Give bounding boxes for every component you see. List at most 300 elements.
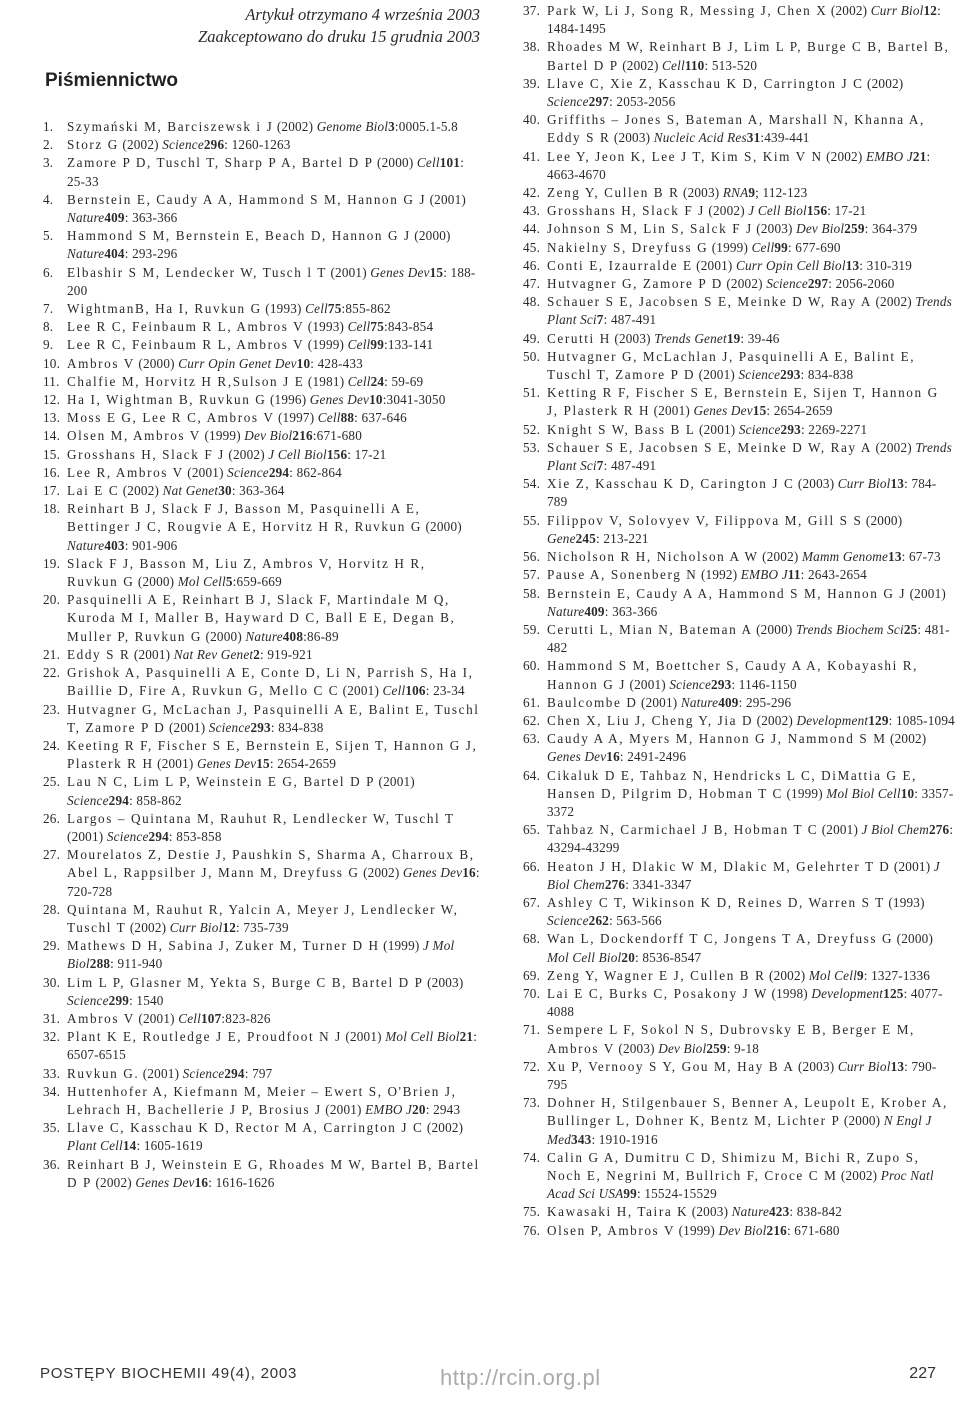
reference-year: (1998) — [771, 985, 808, 1001]
reference-pages: : 853-858 — [168, 828, 222, 844]
reference-number: 34. — [43, 1083, 61, 1099]
reference-item — [520, 202, 955, 220]
reference-item — [40, 1010, 480, 1028]
reference-authors: Ambros V — [67, 355, 135, 371]
reference-number: 73. — [523, 1095, 541, 1111]
accepted-date: Zaakceptowano do druku 15 grudnia 2003 — [198, 27, 480, 46]
reference-year: (2000) — [205, 628, 242, 644]
reference-year: (2002) — [708, 203, 745, 219]
reference-authors: Ketting R F, Fischer S E, Bernstein E, Sijen T, Hannon G J, Plasterk R H — [547, 385, 939, 419]
reference-item — [520, 184, 955, 202]
reference-pages: : 735-739 — [236, 919, 289, 935]
reference-pages: : 2654-2659 — [269, 756, 337, 772]
reference-pages: : 428-433 — [310, 355, 363, 371]
reference-authors: Griffiths – Jones S, Bateman A, Marshall N, Khanna A, Eddy S R — [547, 112, 925, 146]
reference-volume: 259 — [706, 1040, 727, 1056]
reference-pages: : 911-940 — [110, 956, 163, 972]
reference-volume: 13 — [890, 1058, 905, 1074]
reference-volume: 409 — [584, 603, 605, 619]
reference-year: (1993) — [307, 319, 345, 335]
reference-number: 28. — [43, 901, 61, 917]
reference-volume: 13 — [845, 257, 860, 273]
reference-volume: 14 — [122, 1138, 137, 1154]
reference-item — [40, 154, 480, 190]
reference-item — [520, 657, 955, 693]
reference-authors: Schauer S E, Jacobsen S E, Meinke D W, Ray A — [547, 439, 872, 455]
reference-number: 32. — [43, 1029, 61, 1045]
reference-year: (2002) — [426, 1120, 464, 1136]
reference-number: 13. — [43, 410, 61, 426]
reference-pages: : 293-296 — [124, 246, 178, 262]
reference-item — [40, 264, 480, 300]
reference-journal: Science — [67, 792, 109, 808]
reference-pages: : 720-728 — [67, 865, 480, 899]
reference-authors: Keeting R F, Fischer S E, Bernstein E, Sijen T, Hannon G J, Plasterk R H — [67, 737, 478, 772]
reference-year: (2001) — [142, 1065, 180, 1081]
reference-volume: 294 — [224, 1065, 245, 1081]
reference-item — [40, 427, 480, 445]
reference-list-left — [40, 118, 480, 1192]
reference-volume: 5 — [225, 574, 233, 590]
reference-pages: : 1085-1094 — [888, 712, 955, 728]
reference-number: 37. — [523, 3, 541, 18]
reference-item — [40, 937, 480, 973]
reference-number: 29. — [43, 938, 61, 954]
reference-item — [40, 974, 480, 1010]
reference-journal: Science — [669, 676, 712, 692]
reference-volume: 88 — [340, 410, 355, 426]
reference-journal: Genes Dev — [196, 756, 257, 772]
reference-number: 4. — [43, 191, 54, 207]
reference-authors: Slack F J, Basson M, Liu Z, Ambros V, Horvitz H R, Ruvkun G — [67, 555, 426, 590]
reference-item — [40, 446, 480, 464]
reference-year: (2002) — [867, 75, 904, 91]
reference-journal: Nature — [547, 603, 585, 619]
reference-journal: Dev Biol — [718, 1222, 767, 1238]
reference-item — [520, 930, 955, 966]
reference-authors: Sempere L F, Sokol N S, Dubrovsky E B, Berger E M, Ambros V — [547, 1022, 915, 1056]
reference-pages: :86-89 — [303, 628, 339, 644]
reference-authors: Lee R C, Feinbaum R L, Ambros V — [67, 337, 305, 353]
reference-authors: Cikaluk D E, Tahbaz N, Hendricks L C, DiMattia G E, Hansen D, Pilgrim D, Hobman T C — [547, 767, 918, 801]
reference-journal: Genes Dev — [309, 392, 370, 408]
reference-year: (2002) — [276, 119, 314, 134]
reference-pages: : 363-364 — [231, 483, 285, 499]
reference-journal: Cell — [382, 683, 406, 699]
reference-volume: 12 — [222, 919, 237, 935]
reference-volume: 75 — [327, 301, 342, 317]
reference-journal: Cell — [751, 239, 775, 255]
reference-journal: Genome Biol — [316, 119, 389, 134]
reference-journal: Science — [227, 464, 269, 480]
reference-authors: Lai E C, Burks C, Posakony J W — [547, 985, 769, 1001]
reference-pages: : 15524-15529 — [636, 1186, 717, 1202]
reference-year: (1999) — [204, 428, 241, 444]
reference-volume: 293 — [250, 719, 271, 735]
reference-authors: Hutvagner G, McLachlan J, Pasquinelli A E, Balint E, Tuschl T, Zamore P D — [547, 348, 916, 383]
reference-year: (1996) — [269, 392, 307, 408]
reference-pages: : 3341-3347 — [625, 876, 692, 892]
reference-volume: 293 — [780, 421, 801, 437]
reference-authors: Grishok A, Pasquinelli A E, Conte D, Li N, Parrish S, Ha I, Baillie D, Fire A, Ruvkun G, Mello C C — [67, 665, 474, 699]
reference-volume: 216 — [766, 1222, 787, 1238]
reference-year: (2001) — [429, 191, 466, 207]
reference-pages: : 310-319 — [859, 257, 913, 273]
reference-year: (2001) — [138, 1010, 175, 1026]
reference-number: 23. — [43, 701, 61, 717]
reference-authors: Calin G A, Dumitru C D, Shimizu M, Bichi R, Zupo S, Noch E, Negrini M, Bullrich F, Croce C M — [547, 1149, 920, 1183]
reference-journal: N Engl J Med — [547, 1113, 932, 1147]
reference-volume: 288 — [89, 956, 111, 972]
reference-journal: Science — [738, 367, 781, 383]
reference-journal: Nature — [67, 210, 105, 226]
reference-journal: Genes Dev — [370, 264, 430, 280]
reference-authors: Szymański M, Barciszewsk i J — [67, 119, 274, 134]
reference-pages: : 39-46 — [740, 330, 780, 346]
reference-authors: Schauer S E, Jacobsen S E, Meinke D W, Ray A — [547, 294, 872, 310]
reference-pages: : 4077-4088 — [547, 985, 943, 1020]
reference-journal: J Biol Chem — [547, 858, 940, 892]
reference-number: 41. — [523, 148, 541, 164]
reference-item — [40, 136, 480, 154]
reference-number: 47. — [523, 276, 541, 292]
reference-number: 26. — [43, 810, 61, 826]
reference-year: (2002) — [95, 1174, 132, 1190]
reference-item — [40, 591, 480, 646]
reference-year: (2001) — [629, 676, 666, 692]
reference-authors: Reinhart B J, Slack F J, Basson M, Pasquinelli A E, Bettinger J C, Rougvie A E, Horvitz H R, Ruvkun G — [67, 501, 422, 535]
reference-year: (2000) — [756, 621, 793, 637]
reference-volume: 25 — [903, 621, 918, 637]
reference-pages: :843-854 — [384, 319, 434, 335]
reference-item — [520, 712, 955, 730]
reference-volume: 343 — [571, 1131, 592, 1147]
reference-authors: Filippov V, Solovyev V, Filippova M, Gill S S — [547, 512, 863, 528]
reference-number: 54. — [523, 476, 541, 492]
reference-journal: Mol Cell Biol — [547, 949, 622, 965]
reference-pages: : 2943 — [425, 1101, 461, 1117]
reference-journal: Dev Biol — [796, 221, 845, 237]
reference-authors: Hutvagner G, Zamore P D — [547, 276, 723, 292]
reference-item — [40, 810, 480, 846]
reference-item — [40, 901, 480, 937]
reference-item — [520, 730, 955, 766]
reference-number: 40. — [523, 112, 541, 128]
reference-volume: 423 — [769, 1204, 790, 1220]
reference-year: (2002) — [129, 919, 167, 935]
reference-item — [40, 773, 480, 809]
reference-year: (1999) — [678, 1222, 715, 1238]
footer-url[interactable]: http://rcin.org.pl — [440, 1365, 601, 1390]
reference-number: 55. — [523, 512, 541, 528]
reference-number: 72. — [523, 1058, 541, 1074]
reference-volume: 19 — [726, 330, 741, 346]
reference-volume: 99 — [370, 337, 385, 353]
reference-authors: Zeng Y, Cullen B R — [547, 185, 680, 201]
reference-item — [520, 421, 955, 439]
reference-item — [520, 475, 955, 511]
reference-authors: Huttenhofer A, Kiefmann M, Meier – Ewert S, O'Brien J, Lehrach H, Bachellerie J P, Brosius J — [67, 1083, 457, 1117]
reference-year: (2000) — [843, 1113, 881, 1129]
reference-journal: Nature — [731, 1204, 769, 1220]
reference-authors: Caudy A A, Myers M, Hannon G J, Nammond S M — [547, 731, 887, 747]
reference-volume: 294 — [268, 464, 290, 480]
reference-journal: Cell — [305, 301, 328, 317]
reference-pages: : 487-491 — [603, 458, 657, 474]
reference-pages: : 59-69 — [384, 373, 424, 389]
reference-item — [40, 355, 480, 373]
reference-pages: : 2654-2659 — [766, 403, 833, 419]
reference-journal: Nature — [67, 246, 105, 262]
reference-journal: EMBO J — [740, 567, 788, 583]
reference-authors: Lee R, Ambros V — [67, 464, 184, 480]
reference-authors: Bernstein E, Caudy A A, Hammond S M, Hannon G J — [67, 191, 427, 207]
reference-volume: 99 — [623, 1186, 637, 1202]
reference-year: (2001) — [168, 719, 206, 735]
page-number: 227 — [909, 1365, 936, 1382]
reference-authors: Largos – Quintana M, Rauhut R, Lendlecker W, Tuschl T — [67, 810, 455, 826]
reference-item — [40, 1065, 480, 1083]
reference-item — [520, 1058, 955, 1094]
reference-journal: Nat Rev Genet — [173, 646, 254, 662]
reference-authors: Wan L, Dockendorff T C, Jongens T A, Dreyfuss G — [547, 931, 894, 947]
reference-item — [520, 894, 955, 930]
reference-number: 75. — [523, 1204, 541, 1220]
reference-volume: 216 — [292, 428, 313, 444]
reference-item — [520, 566, 955, 584]
reference-item — [40, 737, 480, 773]
reference-item — [40, 318, 480, 336]
reference-pages: : 2269-2271 — [800, 421, 868, 437]
reference-volume: 106 — [405, 683, 426, 699]
reference-journal: Science — [547, 913, 589, 929]
reference-authors: Pasquinelli A E, Reinhart B J, Slack F, Martindale M Q, Kuroda M I, Maller B, Hayward D C, Ball E E, Degan B, Muller P, Ruvkun G — [67, 592, 456, 644]
reference-journal: Science — [547, 94, 589, 110]
reference-volume: 11 — [787, 567, 801, 583]
reference-volume: 21 — [912, 148, 927, 164]
reference-number: 15. — [43, 446, 61, 462]
reference-authors: Cerutti L, Mian N, Bateman A — [547, 621, 753, 637]
reference-journal: Development — [796, 712, 869, 728]
reference-authors: Ambros V — [67, 1010, 135, 1026]
reference-pages: : 213-221 — [596, 530, 649, 546]
reference-pages: :3041-3050 — [382, 392, 446, 408]
reference-number: 68. — [523, 931, 541, 947]
reference-item — [40, 409, 480, 427]
reference-item — [40, 1028, 480, 1064]
reference-authors: Elbashir S M, Lendecker W, Tusch l T — [67, 264, 327, 280]
reference-year: (2002) — [622, 57, 659, 73]
reference-journal: Cell — [178, 1010, 202, 1026]
reference-volume: 3 — [388, 119, 395, 134]
reference-number: 17. — [43, 483, 61, 499]
reference-pages: : 67-73 — [901, 549, 941, 565]
reference-year: (2001) — [187, 464, 224, 480]
reference-journal: Cell — [347, 373, 371, 389]
reference-volume: 403 — [104, 537, 125, 553]
reference-pages: : 295-296 — [738, 694, 792, 710]
reference-journal: Nature — [67, 537, 105, 553]
reference-year: (2001) — [696, 257, 733, 273]
reference-year: (2001) — [699, 421, 736, 437]
reference-pages: : 797 — [244, 1065, 273, 1081]
reference-number: 1. — [43, 119, 54, 134]
reference-authors: Knight S W, Bass B L — [547, 421, 696, 437]
reference-pages: : 3357-3372 — [547, 785, 954, 819]
reference-journal: Mamm Genome — [801, 549, 889, 565]
reference-year: (1999) — [786, 785, 823, 801]
reference-item — [520, 967, 955, 985]
reference-volume: 297 — [807, 276, 829, 292]
reference-authors: Lee R C, Feinbaum R L, Ambros V — [67, 319, 305, 335]
reference-number: 62. — [523, 712, 541, 728]
reference-volume: 99 — [774, 239, 788, 255]
reference-journal: Curr Biol — [837, 476, 891, 492]
reference-authors: Ruvkun G. — [67, 1065, 140, 1081]
reference-item — [40, 373, 480, 391]
reference-authors: Park W, Li J, Song R, Messing J, Chen X — [547, 3, 828, 18]
reference-item — [40, 482, 480, 500]
reference-item — [40, 391, 480, 409]
reference-authors: Grosshans H, Slack F J — [547, 203, 705, 219]
reference-pages: : 487-491 — [603, 312, 657, 328]
reference-number: 46. — [523, 257, 541, 273]
reference-year: (2003) — [756, 221, 793, 237]
reference-year: (2003) — [613, 130, 651, 146]
reference-year: (2001) — [345, 1029, 382, 1045]
reference-number: 76. — [523, 1222, 541, 1238]
reference-authors: Baulcombe D — [547, 694, 638, 710]
reference-journal: Genes Dev — [135, 1174, 195, 1190]
reference-authors: Rhoades M W, Reinhart B J, Lim L P, Burge C B, Bartel B, Bartel D P — [547, 39, 950, 73]
reference-pages: : 2643-2654 — [800, 567, 867, 583]
reference-authors: Llave C, Kasschau K D, Rector M A, Carrington J C — [67, 1120, 424, 1136]
reference-volume: 110 — [684, 57, 705, 73]
reference-pages: : 563-566 — [609, 913, 662, 929]
reference-number: 50. — [523, 348, 541, 364]
reference-journal: Nucleic Acid Res — [653, 130, 747, 146]
reference-number: 59. — [523, 621, 541, 637]
reference-volume: 276 — [604, 876, 626, 892]
reference-volume: 16 — [462, 865, 476, 881]
reference-number: 30. — [43, 974, 61, 990]
reference-year: (2003) — [797, 1058, 835, 1074]
reference-item — [520, 439, 955, 475]
reference-number: 12. — [43, 392, 61, 408]
reference-pages: : 25-33 — [67, 155, 464, 189]
reference-volume: 7 — [596, 312, 604, 328]
reference-authors: Chalfie M, Horvitz H R,Sulson J E — [67, 373, 305, 389]
reference-volume: 409 — [718, 694, 739, 710]
reference-number: 3. — [43, 155, 54, 171]
reference-journal: Mol Cell — [177, 574, 226, 590]
reference-year: (2001) — [330, 264, 367, 280]
reference-authors: Kawasaki H, Taira K — [547, 1204, 689, 1220]
reference-authors: Zamore P D, Tuschl T, Sharp P A, Bartel D P — [67, 155, 374, 171]
reference-year: (2002) — [228, 446, 265, 462]
reference-number: 18. — [43, 501, 61, 517]
reference-authors: Xu P, Vernooy S Y, Gou M, Hay B A — [547, 1058, 795, 1074]
reference-item — [520, 621, 955, 657]
reference-year: (2001) — [909, 585, 946, 601]
reference-year: (2002) — [122, 137, 159, 153]
reference-volume: 9 — [748, 185, 756, 201]
reference-authors: Hammond S M, Bernstein E, Beach D, Hannon G J — [67, 228, 411, 244]
reference-pages: : 1146-1150 — [731, 676, 797, 692]
reference-volume: 16 — [194, 1174, 209, 1190]
reference-authors: Reinhart B J, Weinstein E G, Rhoades M W, Bartel B, Bartel D P — [67, 1156, 480, 1190]
reference-year: (2002) — [756, 712, 793, 728]
reference-item — [520, 148, 955, 184]
reference-journal: Science — [766, 276, 808, 292]
reference-volume: 294 — [108, 792, 130, 808]
reference-year: (2001) — [342, 683, 380, 699]
reference-year: (2001) — [157, 756, 194, 772]
reference-authors: Olsen M, Ambros V — [67, 428, 201, 444]
reference-pages: :439-441 — [760, 130, 810, 146]
reference-pages: :671-680 — [312, 428, 363, 444]
reference-number: 36. — [43, 1156, 61, 1172]
reference-pages: : 834-838 — [270, 719, 324, 735]
reference-volume: 404 — [104, 246, 125, 262]
reference-volume: 294 — [148, 828, 169, 844]
reference-journal: Genes Dev — [693, 403, 753, 419]
reference-authors: Grosshans H, Slack F J — [67, 446, 225, 462]
reference-journal: Trends Plant Sci — [547, 294, 952, 328]
reference-year: (2003) — [691, 1204, 729, 1220]
reference-volume: 24 — [370, 373, 385, 389]
reference-year: (2001) — [653, 403, 690, 419]
reference-journal: Cell — [662, 57, 685, 73]
reference-item — [520, 548, 955, 566]
reference-pages: : 17-21 — [347, 446, 387, 462]
reference-year: (2000) — [425, 519, 462, 535]
reference-number: 8. — [43, 319, 54, 335]
reference-item — [520, 257, 955, 275]
reference-pages: : 8536-8547 — [635, 949, 702, 965]
reference-volume: 30 — [218, 483, 232, 499]
reference-volume: 20 — [412, 1101, 426, 1117]
reference-pages: : 1910-1916 — [591, 1131, 658, 1147]
reference-pages: : 17-21 — [827, 203, 867, 219]
reference-year: (2002) — [875, 439, 912, 455]
reference-year: (2001) — [67, 828, 104, 844]
reference-journal: Mol Cell — [808, 967, 857, 983]
reference-number: 60. — [523, 658, 541, 674]
reference-journal: Curr Biol — [870, 3, 924, 18]
reference-item — [40, 191, 480, 227]
reference-item — [520, 38, 955, 74]
reference-item — [520, 585, 955, 621]
reference-volume: 125 — [883, 985, 904, 1001]
reference-number: 70. — [523, 985, 541, 1001]
reference-authors: Lau N C, Lim L P, Weinstein E G, Bartel D P — [67, 774, 376, 790]
reference-number: 71. — [523, 1022, 541, 1038]
reference-volume: 75 — [370, 319, 385, 335]
reference-journal: Genes Dev — [547, 749, 607, 765]
reference-journal: Cell — [416, 155, 440, 171]
reference-volume: 20 — [621, 949, 635, 965]
reference-item — [40, 664, 480, 700]
reference-volume: 15 — [429, 264, 444, 280]
reference-item — [520, 1021, 955, 1057]
reference-item — [520, 1149, 955, 1204]
reference-authors: Pause A, Sonenberg N — [547, 567, 698, 583]
reference-authors: Conti E, Izaurralde E — [547, 257, 693, 273]
reference-journal: Science — [738, 421, 781, 437]
reference-pages: : 364-379 — [864, 221, 918, 237]
reference-number: 39. — [523, 75, 541, 91]
